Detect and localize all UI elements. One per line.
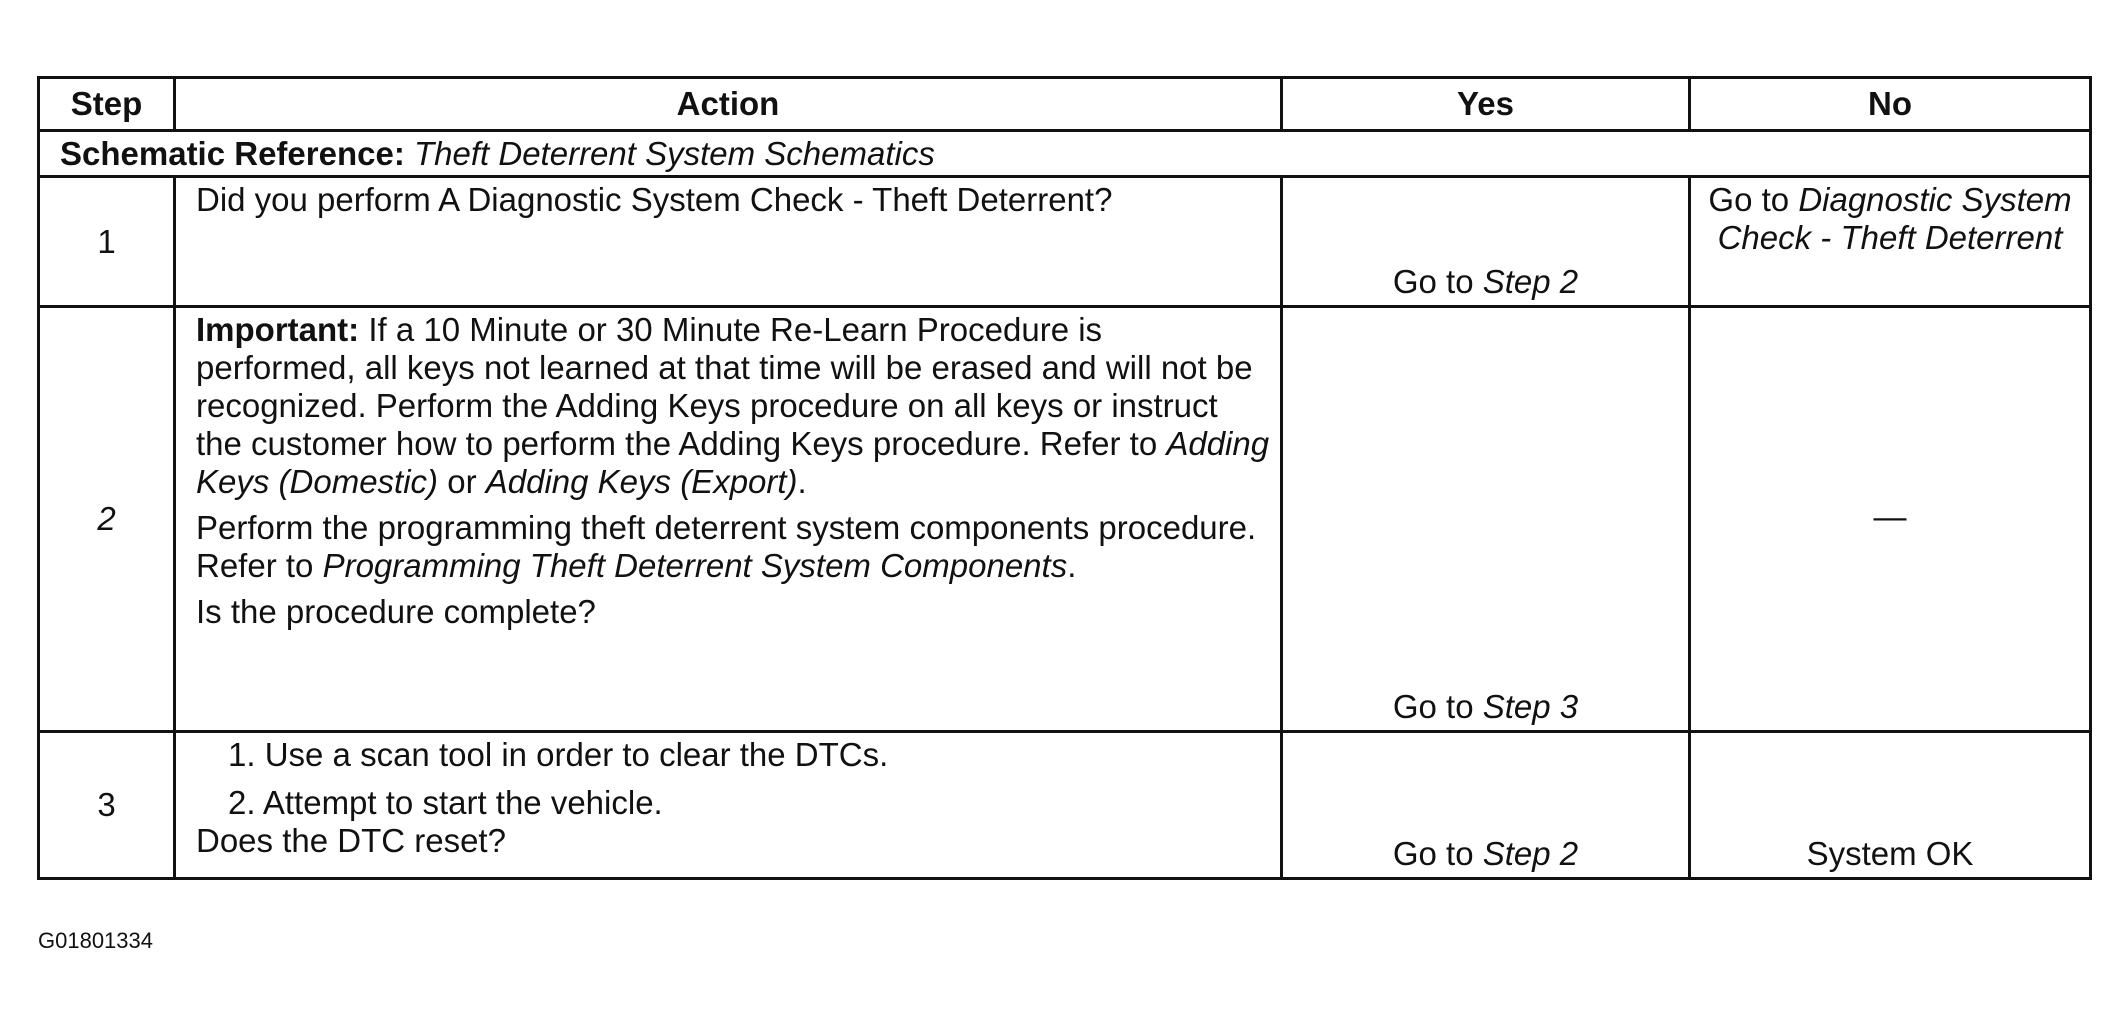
action-cell bbox=[175, 177, 1282, 307]
action-cell bbox=[175, 732, 1282, 879]
no-cell bbox=[1690, 732, 2091, 879]
action-question: Did you perform A Diagnostic System Check - Theft Deterrent? bbox=[196, 181, 1113, 218]
header-action: Action bbox=[175, 78, 1282, 131]
list-item: 2. Attempt to start the vehicle. bbox=[228, 784, 663, 821]
schematic-reference-row bbox=[39, 131, 2091, 177]
step-number: 3 bbox=[39, 732, 175, 879]
table-row-step-1 bbox=[39, 177, 2091, 307]
numbered-list bbox=[196, 736, 1270, 822]
no-cell bbox=[1690, 177, 2091, 307]
no-cell bbox=[1690, 307, 2091, 732]
schematic-reference-cell bbox=[39, 131, 2091, 177]
no-result: System OK bbox=[1806, 835, 1974, 872]
header-yes: Yes bbox=[1282, 78, 1690, 131]
header-row bbox=[39, 78, 2091, 131]
header-no: No bbox=[1690, 78, 2091, 131]
action-cell bbox=[175, 307, 1282, 732]
table-row-step-3 bbox=[39, 732, 2091, 879]
yes-prefix: Go to bbox=[1392, 263, 1483, 300]
yes-step-link[interactable]: Step 3 bbox=[1482, 688, 1579, 725]
yes-cell bbox=[1282, 307, 1690, 732]
programming-note: Perform the programming theft deterrent system components procedure. Refer to Programming Theft Deterrent System Components. bbox=[196, 509, 1257, 584]
diagnostic-table bbox=[37, 76, 2092, 880]
step-number: 2 bbox=[39, 307, 175, 732]
important-label: Important: bbox=[196, 311, 360, 348]
table-row-step-2 bbox=[39, 307, 2091, 732]
yes-cell bbox=[1282, 177, 1690, 307]
yes-step-link[interactable]: Step 2 bbox=[1482, 835, 1579, 872]
list-item: 1. Use a scan tool in order to clear the DTCs. bbox=[228, 736, 889, 773]
header-step: Step bbox=[39, 78, 175, 131]
action-question: Does the DTC reset? bbox=[196, 822, 506, 859]
figure-code: G01801334 bbox=[38, 928, 153, 953]
step-number: 1 bbox=[39, 177, 175, 307]
no-procedure-link[interactable]: Diagnostic System Check - Theft Deterrent bbox=[1717, 181, 2072, 256]
yes-cell bbox=[1282, 732, 1690, 879]
schematic-reference-label: Schematic Reference: bbox=[60, 134, 405, 172]
important-note: Important: If a 10 Minute or 30 Minute Re-Learn Procedure is performed, all keys not learned at that time will be erased and will not be recognized. Perform the Adding Keys procedure on all keys or instruct the customer how to perform the Adding Keys procedure. Refer to Adding Keys (Domestic) or Adding Keys (Export). bbox=[196, 311, 1270, 500]
no-dash: — bbox=[1873, 498, 1907, 535]
no-prefix: Go to bbox=[1708, 181, 1799, 218]
yes-prefix: Go to bbox=[1392, 688, 1483, 725]
adding-keys-domestic-link[interactable]: Adding Keys (Domestic) bbox=[196, 425, 1270, 500]
schematic-reference-link[interactable]: Theft Deterrent System Schematics bbox=[414, 134, 935, 172]
yes-step-link[interactable]: Step 2 bbox=[1482, 263, 1579, 300]
adding-keys-export-link[interactable]: Adding Keys (Export) bbox=[485, 463, 798, 500]
programming-components-link[interactable]: Programming Theft Deterrent System Components bbox=[322, 547, 1068, 584]
yes-prefix: Go to bbox=[1392, 835, 1483, 872]
action-question: Is the procedure complete? bbox=[196, 593, 596, 630]
